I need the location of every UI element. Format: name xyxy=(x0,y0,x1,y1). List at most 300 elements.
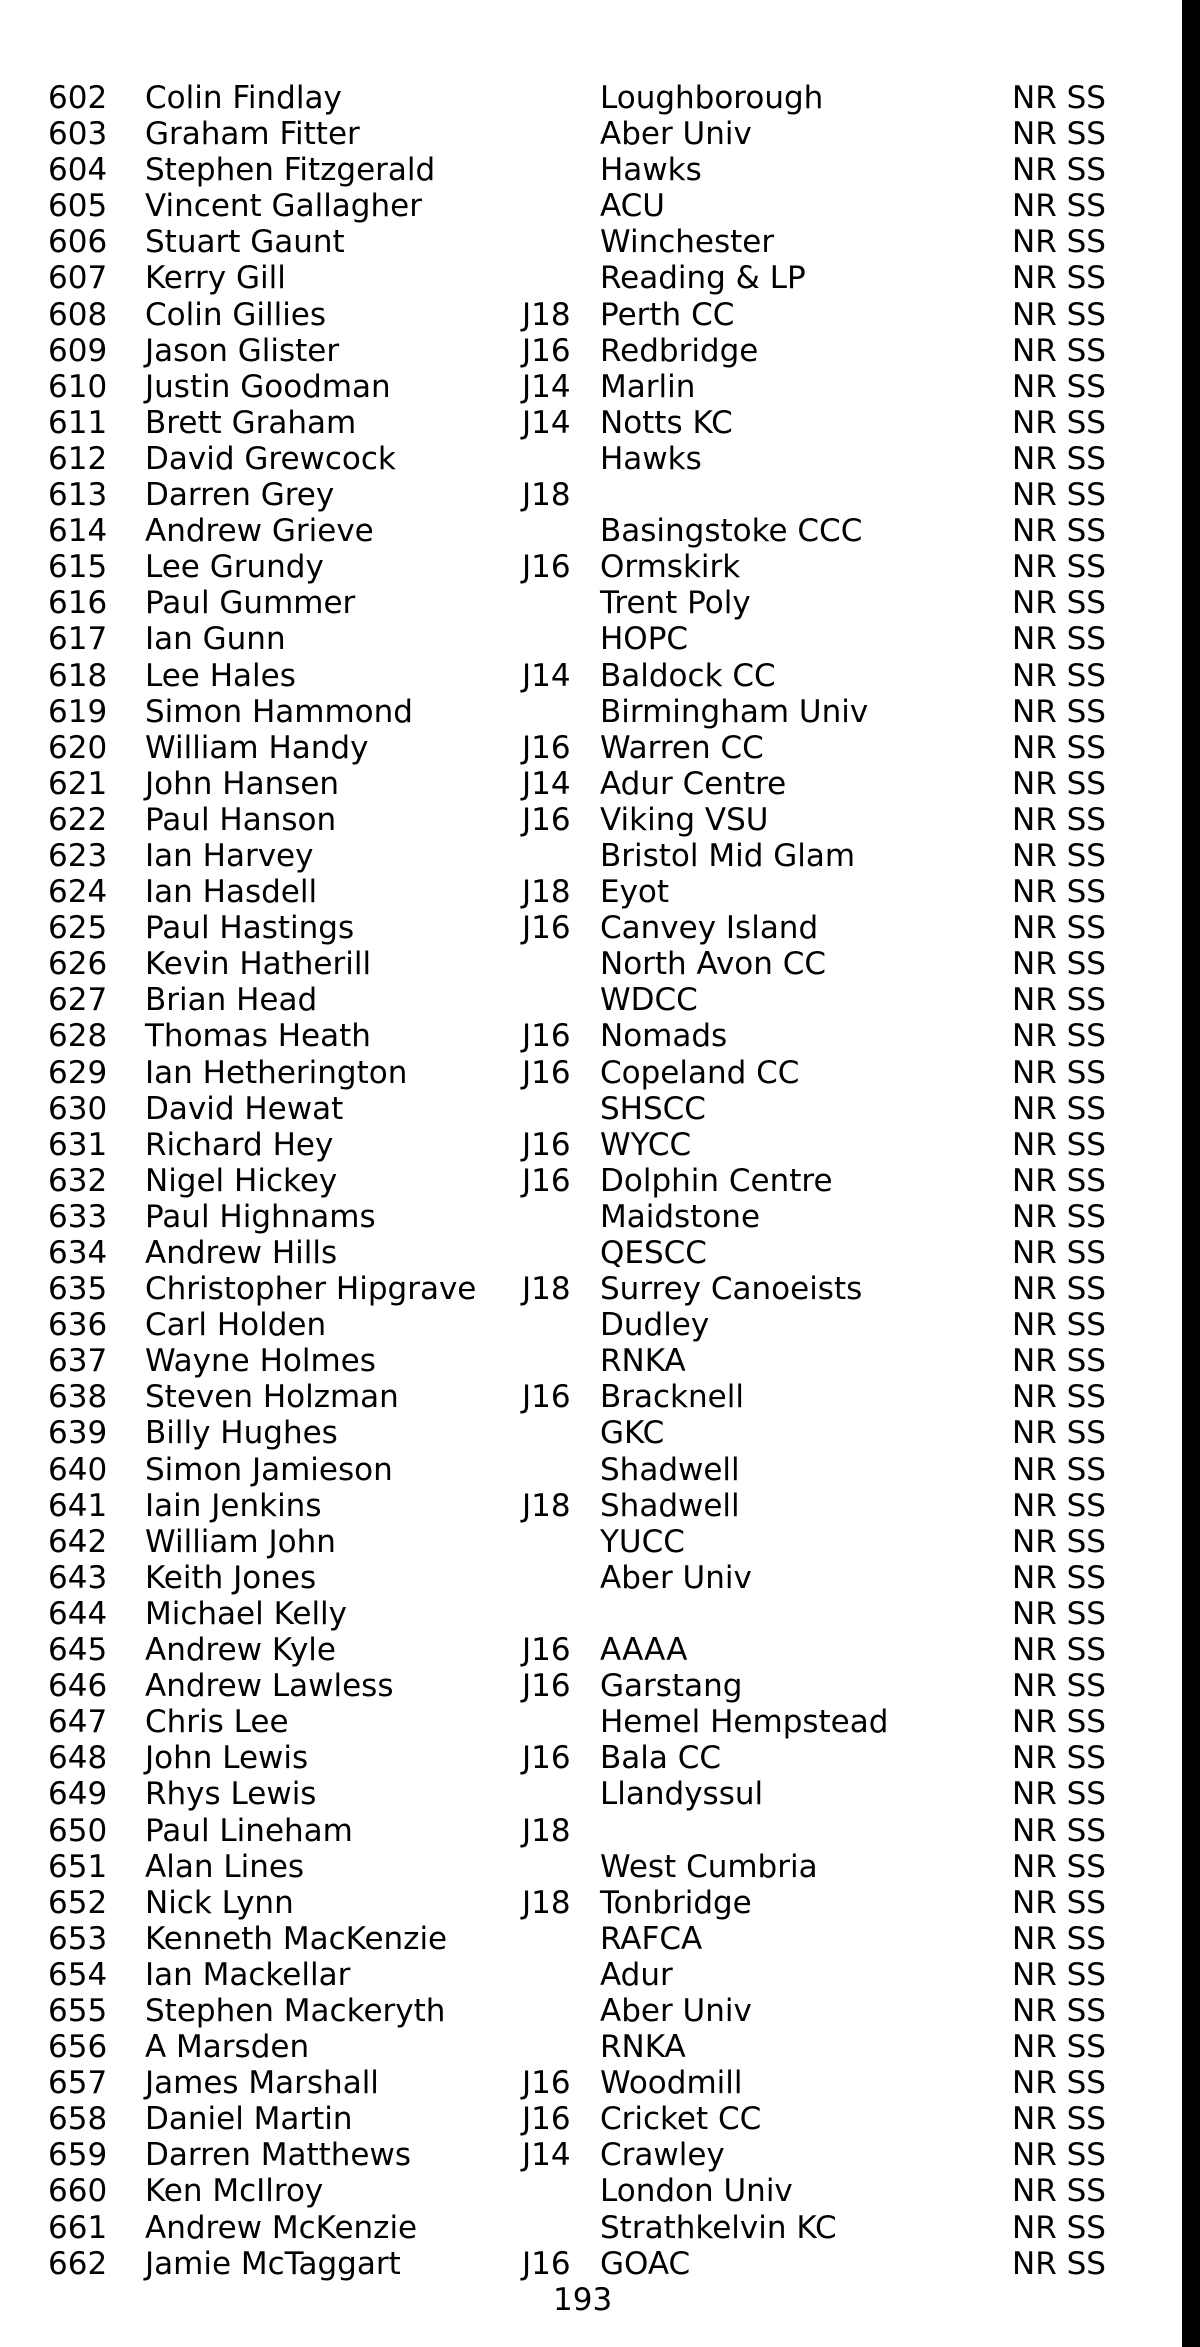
entry-name: William John xyxy=(145,1523,336,1560)
entry-number: 602 xyxy=(48,80,108,116)
entry-row xyxy=(0,1199,1200,1235)
entry-code: NR SS xyxy=(1012,657,1106,694)
entry-club: Nomads xyxy=(600,1018,728,1055)
entry-row xyxy=(0,1452,1200,1488)
entry-row xyxy=(0,2101,1200,2137)
entry-row xyxy=(0,1740,1200,1776)
entry-number: 640 xyxy=(48,1451,108,1488)
entry-code: NR SS xyxy=(1012,224,1106,261)
entry-name: Paul Gummer xyxy=(145,585,356,622)
entry-age-class: J16 xyxy=(522,1054,571,1091)
entry-number: 616 xyxy=(48,585,108,622)
entry-number: 655 xyxy=(48,1992,108,2029)
entry-name: Jamie McTaggart xyxy=(145,2245,401,2282)
entry-code: NR SS xyxy=(1012,1812,1106,1849)
entry-row xyxy=(0,477,1200,513)
entry-age-class: J16 xyxy=(522,549,571,586)
entry-age-class: J14 xyxy=(522,368,571,405)
entry-club: GKC xyxy=(600,1415,665,1452)
entry-club: Cricket CC xyxy=(600,2101,762,2138)
entry-club: Aber Univ xyxy=(600,1559,752,1596)
entry-code: NR SS xyxy=(1012,296,1106,333)
entry-code: NR SS xyxy=(1012,1595,1106,1632)
entry-club: Basingstoke CCC xyxy=(600,513,863,550)
entry-row xyxy=(0,1704,1200,1740)
entry-club: Hawks xyxy=(600,440,702,477)
entry-club: Hawks xyxy=(600,152,702,189)
entry-code: NR SS xyxy=(1012,2209,1106,2246)
entry-name: Stephen Mackeryth xyxy=(145,1992,446,2029)
entry-number: 630 xyxy=(48,1090,108,1127)
entry-name: Andrew McKenzie xyxy=(145,2209,418,2246)
entry-club: Surrey Canoeists xyxy=(600,1271,863,1308)
entry-club: Loughborough xyxy=(600,80,824,116)
entry-club: Reading & LP xyxy=(600,260,806,297)
entry-number: 653 xyxy=(48,1920,108,1957)
entry-row xyxy=(0,1163,1200,1199)
entry-number: 608 xyxy=(48,296,108,333)
entry-age-class: J16 xyxy=(522,1668,571,1705)
entry-club: Dudley xyxy=(600,1307,710,1344)
entry-code: NR SS xyxy=(1012,1415,1106,1452)
entry-age-class: J16 xyxy=(522,2065,571,2102)
entry-row xyxy=(0,1307,1200,1343)
entry-number: 648 xyxy=(48,1740,108,1777)
entry-number: 632 xyxy=(48,1162,108,1199)
entry-age-class: J14 xyxy=(522,404,571,441)
entry-number: 645 xyxy=(48,1632,108,1669)
entry-code: NR SS xyxy=(1012,1920,1106,1957)
entry-number: 659 xyxy=(48,2137,108,2174)
entry-number: 644 xyxy=(48,1595,108,1632)
entry-row xyxy=(0,513,1200,549)
entry-number: 603 xyxy=(48,116,108,153)
entry-club: Viking VSU xyxy=(600,801,769,838)
entry-code: NR SS xyxy=(1012,1848,1106,1885)
entry-club: Aber Univ xyxy=(600,1992,752,2029)
entry-code: NR SS xyxy=(1012,332,1106,369)
entry-number: 634 xyxy=(48,1235,108,1271)
entry-code: NR SS xyxy=(1012,2029,1106,2066)
entry-number: 623 xyxy=(48,837,108,874)
entry-name: William Handy xyxy=(145,729,369,766)
entry-name: Stuart Gaunt xyxy=(145,224,345,261)
entry-code: NR SS xyxy=(1012,2137,1106,2174)
entry-name: Stephen Fitzgerald xyxy=(145,152,436,189)
entry-name: David Grewcock xyxy=(145,440,396,477)
entry-number: 620 xyxy=(48,729,108,766)
entry-row xyxy=(0,188,1200,224)
entry-name: Richard Hey xyxy=(145,1126,334,1163)
entry-club: Bala CC xyxy=(600,1740,722,1777)
entry-name: Lee Hales xyxy=(145,657,296,694)
entry-code: NR SS xyxy=(1012,874,1106,911)
entry-name: Simon Hammond xyxy=(145,693,413,730)
entry-row xyxy=(0,1776,1200,1812)
entry-name: Thomas Heath xyxy=(145,1018,371,1055)
entry-number: 650 xyxy=(48,1812,108,1849)
entry-number: 656 xyxy=(48,2029,108,2066)
entry-code: NR SS xyxy=(1012,1523,1106,1560)
entry-club: Ormskirk xyxy=(600,549,741,586)
entry-name: Carl Holden xyxy=(145,1307,327,1344)
entry-row xyxy=(0,1343,1200,1379)
entry-row xyxy=(0,369,1200,405)
entry-code: NR SS xyxy=(1012,1956,1106,1993)
entry-number: 646 xyxy=(48,1668,108,1705)
entry-row xyxy=(0,405,1200,441)
entry-club: ACU xyxy=(600,188,665,225)
entry-age-class: J16 xyxy=(522,332,571,369)
entry-name: Keith Jones xyxy=(145,1559,317,1596)
page-number: 193 xyxy=(553,2282,613,2318)
entry-code: NR SS xyxy=(1012,621,1106,658)
entry-club: Bristol Mid Glam xyxy=(600,837,856,874)
entry-code: NR SS xyxy=(1012,1379,1106,1416)
entry-code: NR SS xyxy=(1012,801,1106,838)
entry-name: Iain Jenkins xyxy=(145,1487,322,1524)
entry-row xyxy=(0,1668,1200,1704)
entry-code: NR SS xyxy=(1012,1162,1106,1199)
entry-age-class: J18 xyxy=(522,1271,571,1308)
entry-code: NR SS xyxy=(1012,1235,1106,1271)
entry-row xyxy=(0,1957,1200,1993)
entry-club: Notts KC xyxy=(600,404,733,441)
entry-club: Marlin xyxy=(600,368,696,405)
entry-code: NR SS xyxy=(1012,729,1106,766)
entry-number: 631 xyxy=(48,1126,108,1163)
entry-age-class: J16 xyxy=(522,1740,571,1777)
entry-club: SHSCC xyxy=(600,1090,706,1127)
entry-age-class: J18 xyxy=(522,1812,571,1849)
entry-number: 647 xyxy=(48,1704,108,1741)
entry-age-class: J18 xyxy=(522,874,571,911)
entry-age-class: J14 xyxy=(522,765,571,802)
entry-code: NR SS xyxy=(1012,1018,1106,1055)
entry-code: NR SS xyxy=(1012,1054,1106,1091)
entry-club: Bracknell xyxy=(600,1379,744,1416)
entry-number: 635 xyxy=(48,1271,108,1308)
entry-row xyxy=(0,549,1200,585)
entry-row xyxy=(0,80,1200,116)
entry-number: 629 xyxy=(48,1054,108,1091)
entry-number: 610 xyxy=(48,368,108,405)
entry-row xyxy=(0,2065,1200,2101)
entry-name: Christopher Hipgrave xyxy=(145,1271,477,1308)
entry-code: NR SS xyxy=(1012,765,1106,802)
entry-club: Llandyssul xyxy=(600,1776,764,1813)
entry-age-class: J16 xyxy=(522,1162,571,1199)
entry-name: Andrew Kyle xyxy=(145,1632,336,1669)
entry-code: NR SS xyxy=(1012,80,1106,116)
entry-row xyxy=(0,946,1200,982)
entry-code: NR SS xyxy=(1012,1487,1106,1524)
entry-code: NR SS xyxy=(1012,585,1106,622)
entry-code: NR SS xyxy=(1012,2101,1106,2138)
entry-club: Hemel Hempstead xyxy=(600,1704,889,1741)
entry-club: Garstang xyxy=(600,1668,743,1705)
entry-code: NR SS xyxy=(1012,1198,1106,1235)
entry-number: 621 xyxy=(48,765,108,802)
entry-row xyxy=(0,2173,1200,2209)
scan-edge-border xyxy=(1182,0,1200,2347)
entry-row xyxy=(0,1524,1200,1560)
entry-name: Paul Hastings xyxy=(145,910,355,947)
entry-club: Dolphin Centre xyxy=(600,1162,833,1199)
entry-code: NR SS xyxy=(1012,1704,1106,1741)
entry-age-class: J18 xyxy=(522,1487,571,1524)
entry-number: 636 xyxy=(48,1307,108,1344)
entry-name: Andrew Hills xyxy=(145,1235,338,1271)
entry-row xyxy=(0,838,1200,874)
entry-row xyxy=(0,766,1200,802)
entry-row xyxy=(0,1235,1200,1271)
entry-name: Justin Goodman xyxy=(145,368,391,405)
entry-code: NR SS xyxy=(1012,910,1106,947)
entry-club: Winchester xyxy=(600,224,775,261)
entry-age-class: J18 xyxy=(522,477,571,514)
entry-club: Warren CC xyxy=(600,729,764,766)
entry-age-class: J14 xyxy=(522,657,571,694)
entry-club: RNKA xyxy=(600,1343,686,1380)
entry-number: 624 xyxy=(48,874,108,911)
entry-number: 611 xyxy=(48,404,108,441)
entry-row xyxy=(0,152,1200,188)
entry-row xyxy=(0,333,1200,369)
entry-name: Paul Hanson xyxy=(145,801,337,838)
entry-club: GOAC xyxy=(600,2245,691,2282)
entry-row xyxy=(0,1379,1200,1415)
entry-name: Kenneth MacKenzie xyxy=(145,1920,448,1957)
entry-age-class: J16 xyxy=(522,2245,571,2282)
entry-row xyxy=(0,224,1200,260)
entry-number: 660 xyxy=(48,2173,108,2210)
entry-name: Paul Lineham xyxy=(145,1812,353,1849)
entry-club: WYCC xyxy=(600,1126,692,1163)
entry-club: RAFCA xyxy=(600,1920,703,1957)
entry-number: 619 xyxy=(48,693,108,730)
entry-name: Colin Findlay xyxy=(145,80,342,116)
entry-number: 649 xyxy=(48,1776,108,1813)
entry-row xyxy=(0,658,1200,694)
entry-name: Ian Harvey xyxy=(145,837,314,874)
entry-club: QESCC xyxy=(600,1235,707,1271)
entry-row xyxy=(0,1560,1200,1596)
entry-name: Kevin Hatherill xyxy=(145,946,372,983)
entry-row xyxy=(0,441,1200,477)
entry-club: Trent Poly xyxy=(600,585,751,622)
entry-row xyxy=(0,297,1200,333)
entry-age-class: J16 xyxy=(522,1018,571,1055)
entry-number: 651 xyxy=(48,1848,108,1885)
entry-row xyxy=(0,621,1200,657)
entry-code: NR SS xyxy=(1012,1343,1106,1380)
entry-row xyxy=(0,1018,1200,1054)
entry-code: NR SS xyxy=(1012,1884,1106,1921)
entry-number: 607 xyxy=(48,260,108,297)
entry-number: 637 xyxy=(48,1343,108,1380)
entry-row xyxy=(0,874,1200,910)
entry-club: Perth CC xyxy=(600,296,735,333)
entry-number: 643 xyxy=(48,1559,108,1596)
entry-code: NR SS xyxy=(1012,404,1106,441)
entry-club: Canvey Island xyxy=(600,910,819,947)
entry-name: James Marshall xyxy=(145,2065,379,2102)
entry-code: NR SS xyxy=(1012,2173,1106,2210)
entry-row xyxy=(0,1127,1200,1163)
entry-row xyxy=(0,1849,1200,1885)
entry-name: Michael Kelly xyxy=(145,1595,348,1632)
entry-code: NR SS xyxy=(1012,440,1106,477)
entry-club: Shadwell xyxy=(600,1487,740,1524)
entry-club: Birmingham Univ xyxy=(600,693,869,730)
entry-number: 615 xyxy=(48,549,108,586)
entry-number: 654 xyxy=(48,1956,108,1993)
entry-name: Darren Grey xyxy=(145,477,335,514)
entry-row xyxy=(0,2246,1200,2282)
entry-code: NR SS xyxy=(1012,2065,1106,2102)
entry-number: 641 xyxy=(48,1487,108,1524)
entry-code: NR SS xyxy=(1012,152,1106,189)
entry-row xyxy=(0,802,1200,838)
entry-club: WDCC xyxy=(600,982,698,1019)
entry-row xyxy=(0,2029,1200,2065)
entry-name: Rhys Lewis xyxy=(145,1776,317,1813)
entry-number: 617 xyxy=(48,621,108,658)
entry-age-class: J16 xyxy=(522,1126,571,1163)
entry-name: Colin Gillies xyxy=(145,296,327,333)
entry-row xyxy=(0,1885,1200,1921)
entry-code: NR SS xyxy=(1012,1992,1106,2029)
entry-name: Ian Hetherington xyxy=(145,1054,408,1091)
entry-name: Wayne Holmes xyxy=(145,1343,376,1380)
entry-code: NR SS xyxy=(1012,188,1106,225)
entry-age-class: J16 xyxy=(522,801,571,838)
entry-name: Lee Grundy xyxy=(145,549,324,586)
entry-row xyxy=(0,1632,1200,1668)
entry-code: NR SS xyxy=(1012,2245,1106,2282)
entry-row xyxy=(0,260,1200,296)
entry-age-class: J14 xyxy=(522,2137,571,2174)
entry-club: AAAA xyxy=(600,1632,688,1669)
entry-code: NR SS xyxy=(1012,477,1106,514)
entry-code: NR SS xyxy=(1012,946,1106,983)
entry-row xyxy=(0,1091,1200,1127)
entry-number: 657 xyxy=(48,2065,108,2102)
entry-number: 627 xyxy=(48,982,108,1019)
entry-number: 625 xyxy=(48,910,108,947)
entry-club: Adur xyxy=(600,1956,673,1993)
entry-club: RNKA xyxy=(600,2029,686,2066)
entry-name: Ian Hasdell xyxy=(145,874,318,911)
entry-code: NR SS xyxy=(1012,1126,1106,1163)
entry-club: North Avon CC xyxy=(600,946,827,983)
entry-name: Andrew Lawless xyxy=(145,1668,394,1705)
entry-code: NR SS xyxy=(1012,1090,1106,1127)
entry-club: London Univ xyxy=(600,2173,793,2210)
entry-code: NR SS xyxy=(1012,1776,1106,1813)
entry-row xyxy=(0,585,1200,621)
entry-code: NR SS xyxy=(1012,549,1106,586)
entry-code: NR SS xyxy=(1012,1307,1106,1344)
entry-number: 658 xyxy=(48,2101,108,2138)
entry-code: NR SS xyxy=(1012,260,1106,297)
entry-number: 642 xyxy=(48,1523,108,1560)
entry-club: Maidstone xyxy=(600,1198,761,1235)
entry-club: Tonbridge xyxy=(600,1884,752,1921)
entry-age-class: J16 xyxy=(522,910,571,947)
entry-number: 633 xyxy=(48,1198,108,1235)
entry-name: Nigel Hickey xyxy=(145,1162,338,1199)
entry-list xyxy=(0,80,1200,2282)
entry-number: 622 xyxy=(48,801,108,838)
entry-name: David Hewat xyxy=(145,1090,344,1127)
entry-age-class: J16 xyxy=(522,1379,571,1416)
entry-number: 628 xyxy=(48,1018,108,1055)
entry-number: 614 xyxy=(48,513,108,550)
entry-club: Copeland CC xyxy=(600,1054,800,1091)
entry-code: NR SS xyxy=(1012,368,1106,405)
entry-name: Ian Mackellar xyxy=(145,1956,351,1993)
entry-age-class: J18 xyxy=(522,296,571,333)
entry-code: NR SS xyxy=(1012,116,1106,153)
entry-club: YUCC xyxy=(600,1523,685,1560)
entry-name: Daniel Martin xyxy=(145,2101,353,2138)
entry-number: 662 xyxy=(48,2245,108,2282)
entry-club: Strathkelvin KC xyxy=(600,2209,837,2246)
entry-code: NR SS xyxy=(1012,837,1106,874)
entry-row xyxy=(0,1271,1200,1307)
entry-name: Ian Gunn xyxy=(145,621,286,658)
entry-name: Kerry Gill xyxy=(145,260,286,297)
entry-code: NR SS xyxy=(1012,1451,1106,1488)
entry-name: Chris Lee xyxy=(145,1704,289,1741)
entry-row xyxy=(0,1921,1200,1957)
entry-name: Alan Lines xyxy=(145,1848,305,1885)
entry-club: HOPC xyxy=(600,621,689,658)
entry-name: Paul Highnams xyxy=(145,1198,376,1235)
entry-number: 604 xyxy=(48,152,108,189)
entry-number: 661 xyxy=(48,2209,108,2246)
entry-name: Vincent Gallagher xyxy=(145,188,422,225)
entry-name: John Lewis xyxy=(145,1740,309,1777)
entry-row xyxy=(0,1055,1200,1091)
entry-name: Billy Hughes xyxy=(145,1415,338,1452)
entry-code: NR SS xyxy=(1012,1668,1106,1705)
entry-number: 652 xyxy=(48,1884,108,1921)
entry-name: Nick Lynn xyxy=(145,1884,294,1921)
entry-name: Brett Graham xyxy=(145,404,357,441)
entry-row xyxy=(0,116,1200,152)
entry-name: Graham Fitter xyxy=(145,116,360,153)
entry-code: NR SS xyxy=(1012,1740,1106,1777)
entry-code: NR SS xyxy=(1012,513,1106,550)
entry-code: NR SS xyxy=(1012,1559,1106,1596)
entry-number: 618 xyxy=(48,657,108,694)
entry-row xyxy=(0,1415,1200,1451)
entry-code: NR SS xyxy=(1012,982,1106,1019)
entry-name: Ken McIlroy xyxy=(145,2173,324,2210)
entry-club: Crawley xyxy=(600,2137,725,2174)
entry-row xyxy=(0,982,1200,1018)
entry-number: 639 xyxy=(48,1415,108,1452)
entry-number: 638 xyxy=(48,1379,108,1416)
entry-club: Shadwell xyxy=(600,1451,740,1488)
entry-row xyxy=(0,730,1200,766)
entry-row xyxy=(0,2210,1200,2246)
entry-club: Eyot xyxy=(600,874,670,911)
entry-name: John Hansen xyxy=(145,765,340,802)
